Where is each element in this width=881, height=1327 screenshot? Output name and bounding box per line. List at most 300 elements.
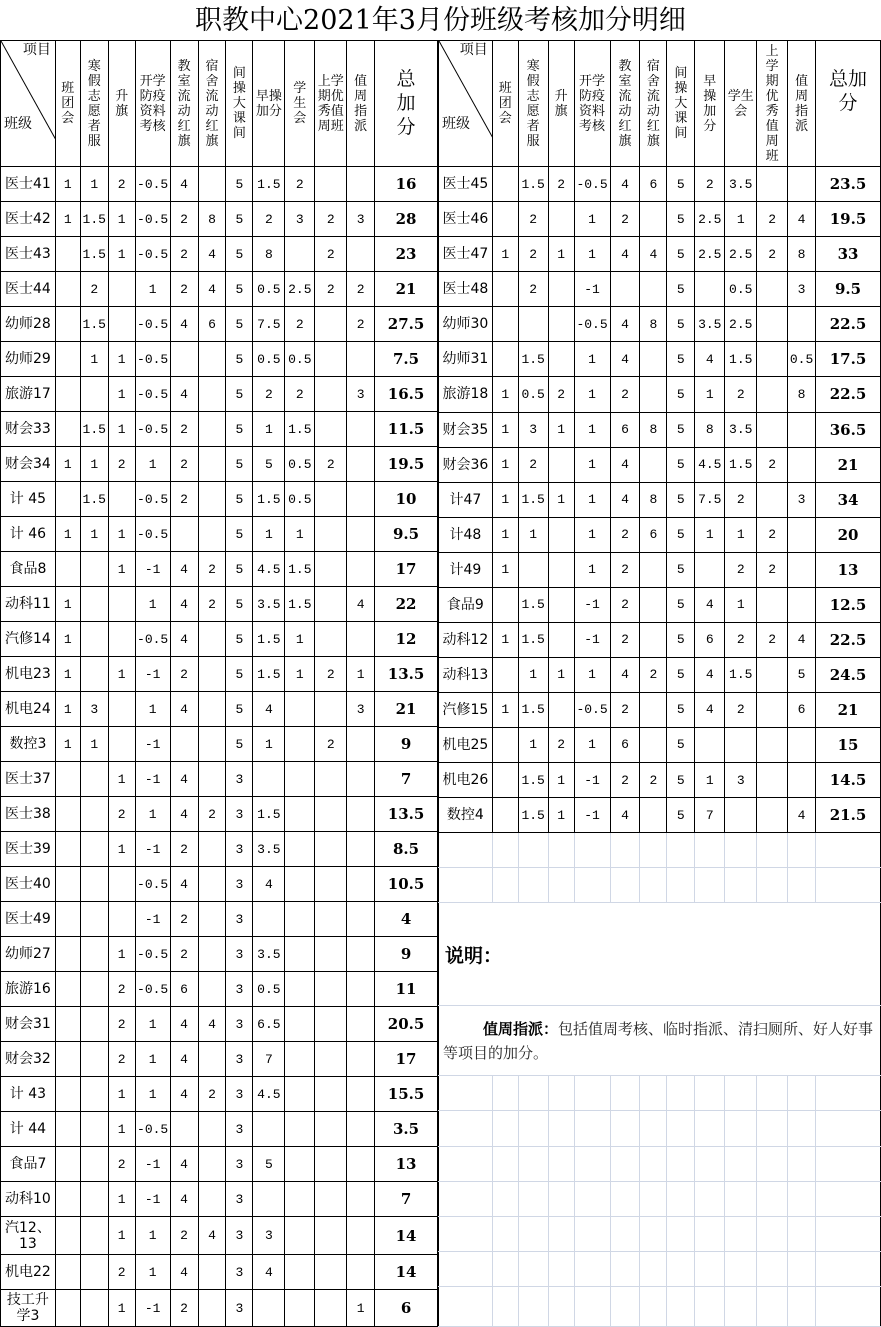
score-cell[interactable]: 4 (610, 167, 640, 202)
score-cell[interactable]: 1 (285, 622, 315, 657)
score-cell[interactable] (80, 377, 108, 412)
empty-cell[interactable] (574, 868, 610, 903)
class-name-cell[interactable]: 医士48 (439, 272, 493, 307)
score-cell[interactable] (198, 1255, 226, 1290)
class-name-cell[interactable]: 幼师29 (1, 342, 56, 377)
score-cell[interactable] (695, 552, 725, 587)
score-cell[interactable]: 8 (253, 237, 285, 272)
score-cell[interactable] (198, 657, 226, 692)
score-cell[interactable]: 5 (226, 377, 253, 412)
score-cell[interactable]: 1 (548, 798, 574, 833)
class-name-cell[interactable]: 财会34 (1, 447, 56, 482)
empty-cell[interactable] (757, 1111, 788, 1146)
class-name-cell[interactable]: 旅游17 (1, 377, 56, 412)
score-cell[interactable] (347, 342, 375, 377)
total-score-cell[interactable]: 9.5 (816, 272, 881, 307)
score-cell[interactable]: 1 (492, 482, 518, 517)
class-name-cell[interactable]: 技工升学3 (1, 1290, 56, 1327)
empty-cell[interactable] (757, 833, 788, 868)
empty-cell[interactable] (518, 1146, 548, 1181)
score-cell[interactable] (55, 762, 80, 797)
score-cell[interactable]: 4 (170, 622, 198, 657)
score-cell[interactable]: 5 (667, 552, 695, 587)
score-cell[interactable] (695, 272, 725, 307)
score-cell[interactable]: 2.5 (725, 307, 757, 342)
score-cell[interactable]: 5 (667, 798, 695, 833)
score-cell[interactable] (315, 867, 347, 902)
class-name-cell[interactable]: 医士37 (1, 762, 56, 797)
score-cell[interactable] (285, 902, 315, 937)
score-cell[interactable]: 4 (170, 762, 198, 797)
score-cell[interactable]: 1 (108, 342, 135, 377)
score-cell[interactable] (80, 1042, 108, 1077)
score-cell[interactable] (285, 1290, 315, 1327)
score-cell[interactable]: 3.5 (253, 937, 285, 972)
score-cell[interactable]: 4 (695, 342, 725, 377)
score-cell[interactable] (80, 1182, 108, 1217)
score-cell[interactable]: 1 (80, 342, 108, 377)
score-cell[interactable] (640, 272, 667, 307)
score-cell[interactable]: 3 (226, 1007, 253, 1042)
score-cell[interactable]: 5 (226, 307, 253, 342)
empty-cell[interactable] (492, 1286, 518, 1326)
empty-cell[interactable] (788, 1111, 816, 1146)
score-cell[interactable]: 3.5 (253, 832, 285, 867)
total-score-cell[interactable]: 21 (816, 447, 881, 482)
score-cell[interactable]: -0.5 (574, 692, 610, 727)
empty-cell[interactable] (725, 1286, 757, 1326)
empty-cell[interactable] (439, 833, 493, 868)
score-cell[interactable]: 5 (667, 517, 695, 552)
score-cell[interactable]: 3 (285, 202, 315, 237)
class-name-cell[interactable]: 数控3 (1, 727, 56, 762)
empty-cell[interactable] (574, 1181, 610, 1216)
total-score-cell[interactable]: 16.5 (375, 377, 438, 412)
score-cell[interactable] (757, 587, 788, 622)
total-score-cell[interactable]: 14 (375, 1255, 438, 1290)
score-cell[interactable] (492, 272, 518, 307)
score-cell[interactable] (640, 377, 667, 412)
score-cell[interactable] (347, 622, 375, 657)
empty-cell[interactable] (725, 1216, 757, 1251)
total-score-cell[interactable]: 21.5 (816, 798, 881, 833)
score-cell[interactable] (347, 727, 375, 762)
score-cell[interactable]: 4 (170, 867, 198, 902)
score-cell[interactable]: 1 (548, 482, 574, 517)
class-name-cell[interactable]: 旅游18 (439, 377, 493, 412)
score-cell[interactable]: -0.5 (135, 482, 170, 517)
score-cell[interactable]: 1 (695, 762, 725, 797)
empty-cell[interactable] (518, 1251, 548, 1286)
empty-cell[interactable] (816, 868, 881, 903)
score-cell[interactable]: 2 (170, 412, 198, 447)
score-cell[interactable]: 3 (226, 1147, 253, 1182)
score-cell[interactable]: 1 (548, 237, 574, 272)
score-cell[interactable]: 7 (695, 798, 725, 833)
total-score-cell[interactable]: 4 (375, 902, 438, 937)
score-cell[interactable] (55, 237, 80, 272)
empty-cell[interactable] (667, 1111, 695, 1146)
score-cell[interactable]: 4 (198, 272, 226, 307)
score-cell[interactable] (198, 762, 226, 797)
score-cell[interactable]: -0.5 (135, 972, 170, 1007)
score-cell[interactable] (55, 937, 80, 972)
score-cell[interactable]: 1 (347, 657, 375, 692)
score-cell[interactable]: 4 (198, 1007, 226, 1042)
empty-cell[interactable] (667, 1251, 695, 1286)
score-cell[interactable]: 2 (285, 307, 315, 342)
score-cell[interactable]: 1 (55, 657, 80, 692)
empty-cell[interactable] (816, 833, 881, 868)
empty-cell[interactable] (667, 1146, 695, 1181)
score-cell[interactable] (315, 1077, 347, 1112)
class-name-cell[interactable]: 机电22 (1, 1255, 56, 1290)
score-cell[interactable] (347, 937, 375, 972)
score-cell[interactable]: 2.5 (695, 202, 725, 237)
empty-cell[interactable] (492, 1216, 518, 1251)
score-cell[interactable]: 1 (695, 517, 725, 552)
score-cell[interactable] (253, 1112, 285, 1147)
score-cell[interactable]: 2 (548, 727, 574, 762)
class-name-cell[interactable]: 幼师28 (1, 307, 56, 342)
score-cell[interactable]: 2 (198, 1077, 226, 1112)
total-score-cell[interactable]: 13.5 (375, 797, 438, 832)
score-cell[interactable]: 1 (108, 1112, 135, 1147)
score-cell[interactable]: 2 (518, 447, 548, 482)
score-cell[interactable]: 2 (170, 1217, 198, 1255)
empty-cell[interactable] (816, 1146, 881, 1181)
empty-cell[interactable] (695, 1286, 725, 1326)
score-cell[interactable]: 2 (725, 622, 757, 657)
score-cell[interactable] (80, 867, 108, 902)
empty-cell[interactable] (757, 868, 788, 903)
empty-cell[interactable] (548, 868, 574, 903)
score-cell[interactable]: 4 (695, 587, 725, 622)
empty-cell[interactable] (518, 1286, 548, 1326)
score-cell[interactable]: 1 (725, 587, 757, 622)
score-cell[interactable] (640, 587, 667, 622)
score-cell[interactable]: -0.5 (135, 307, 170, 342)
total-score-cell[interactable]: 14.5 (816, 762, 881, 797)
total-score-cell[interactable]: 34 (816, 482, 881, 517)
class-name-cell[interactable]: 动科10 (1, 1182, 56, 1217)
score-cell[interactable] (198, 972, 226, 1007)
empty-cell[interactable] (574, 1286, 610, 1326)
score-cell[interactable]: 1 (285, 517, 315, 552)
score-cell[interactable] (55, 1042, 80, 1077)
class-name-cell[interactable]: 机电24 (1, 692, 56, 727)
score-cell[interactable] (198, 727, 226, 762)
total-score-cell[interactable]: 20 (816, 517, 881, 552)
score-cell[interactable]: 1 (108, 832, 135, 867)
score-cell[interactable] (347, 1042, 375, 1077)
score-cell[interactable]: 4 (788, 622, 816, 657)
empty-cell[interactable] (518, 1181, 548, 1216)
score-cell[interactable]: 2 (198, 552, 226, 587)
score-cell[interactable] (80, 1007, 108, 1042)
score-cell[interactable]: 8 (640, 412, 667, 447)
score-cell[interactable] (548, 342, 574, 377)
score-cell[interactable]: -1 (135, 1182, 170, 1217)
score-cell[interactable]: 2 (347, 272, 375, 307)
score-cell[interactable] (492, 202, 518, 237)
empty-cell[interactable] (816, 1251, 881, 1286)
total-score-cell[interactable]: 13 (375, 1147, 438, 1182)
score-cell[interactable]: 0.5 (285, 482, 315, 517)
score-cell[interactable]: 2 (725, 552, 757, 587)
score-cell[interactable]: -1 (135, 1290, 170, 1327)
total-score-cell[interactable]: 14 (375, 1217, 438, 1255)
score-cell[interactable]: 2 (108, 972, 135, 1007)
score-cell[interactable] (347, 1182, 375, 1217)
empty-cell[interactable] (725, 833, 757, 868)
empty-cell[interactable] (610, 1216, 640, 1251)
empty-cell[interactable] (816, 1216, 881, 1251)
score-cell[interactable]: 2 (170, 447, 198, 482)
class-name-cell[interactable]: 财会33 (1, 412, 56, 447)
score-cell[interactable]: 8 (640, 482, 667, 517)
score-cell[interactable]: 2 (108, 1147, 135, 1182)
score-cell[interactable]: 4 (610, 482, 640, 517)
empty-cell[interactable] (640, 833, 667, 868)
score-cell[interactable]: 4 (610, 657, 640, 692)
score-cell[interactable]: 2 (548, 377, 574, 412)
empty-cell[interactable] (439, 1286, 493, 1326)
total-score-cell[interactable]: 9 (375, 937, 438, 972)
empty-cell[interactable] (695, 868, 725, 903)
score-cell[interactable]: 5 (226, 167, 253, 202)
score-cell[interactable]: -1 (135, 552, 170, 587)
score-cell[interactable] (285, 937, 315, 972)
score-cell[interactable] (55, 412, 80, 447)
score-cell[interactable]: 1 (108, 517, 135, 552)
score-cell[interactable]: 5 (226, 272, 253, 307)
score-cell[interactable]: 5 (253, 447, 285, 482)
score-cell[interactable] (315, 797, 347, 832)
empty-cell[interactable] (788, 1216, 816, 1251)
score-cell[interactable]: 7.5 (253, 307, 285, 342)
score-cell[interactable]: 2 (108, 1255, 135, 1290)
class-name-cell[interactable]: 医士46 (439, 202, 493, 237)
empty-cell[interactable] (788, 1181, 816, 1216)
score-cell[interactable]: -1 (135, 1147, 170, 1182)
score-cell[interactable] (315, 692, 347, 727)
class-name-cell[interactable]: 医士49 (1, 902, 56, 937)
score-cell[interactable] (108, 307, 135, 342)
score-cell[interactable]: 8 (695, 412, 725, 447)
empty-cell[interactable] (757, 1181, 788, 1216)
score-cell[interactable]: 1 (574, 342, 610, 377)
score-cell[interactable]: 1 (548, 762, 574, 797)
empty-cell[interactable] (788, 833, 816, 868)
total-score-cell[interactable]: 19.5 (375, 447, 438, 482)
score-cell[interactable]: 3 (226, 902, 253, 937)
score-cell[interactable] (548, 587, 574, 622)
empty-cell[interactable] (518, 868, 548, 903)
empty-cell[interactable] (725, 1111, 757, 1146)
score-cell[interactable]: 3 (788, 482, 816, 517)
empty-cell[interactable] (492, 1111, 518, 1146)
score-cell[interactable]: 1 (55, 447, 80, 482)
score-cell[interactable] (315, 1182, 347, 1217)
score-cell[interactable] (80, 902, 108, 937)
score-cell[interactable]: 1.5 (80, 482, 108, 517)
score-cell[interactable]: 2 (610, 622, 640, 657)
score-cell[interactable]: 4 (253, 867, 285, 902)
total-score-cell[interactable]: 22.5 (816, 377, 881, 412)
empty-cell[interactable] (439, 1181, 493, 1216)
empty-cell[interactable] (695, 833, 725, 868)
score-cell[interactable] (198, 482, 226, 517)
score-cell[interactable]: 1 (574, 377, 610, 412)
score-cell[interactable]: 1.5 (285, 412, 315, 447)
score-cell[interactable]: 5 (667, 482, 695, 517)
score-cell[interactable]: 1 (492, 412, 518, 447)
score-cell[interactable] (198, 167, 226, 202)
score-cell[interactable]: 2 (253, 377, 285, 412)
score-cell[interactable]: 3 (226, 1217, 253, 1255)
score-cell[interactable] (108, 902, 135, 937)
score-cell[interactable] (492, 307, 518, 342)
score-cell[interactable] (80, 797, 108, 832)
score-cell[interactable]: 5 (667, 167, 695, 202)
score-cell[interactable] (315, 762, 347, 797)
empty-cell[interactable] (548, 1146, 574, 1181)
total-score-cell[interactable]: 10.5 (375, 867, 438, 902)
score-cell[interactable] (347, 517, 375, 552)
score-cell[interactable]: 3 (80, 692, 108, 727)
score-cell[interactable] (315, 622, 347, 657)
score-cell[interactable] (198, 622, 226, 657)
score-cell[interactable] (55, 1147, 80, 1182)
score-cell[interactable] (548, 692, 574, 727)
score-cell[interactable] (315, 167, 347, 202)
class-name-cell[interactable]: 医士45 (439, 167, 493, 202)
score-cell[interactable]: 2 (80, 272, 108, 307)
score-cell[interactable] (315, 412, 347, 447)
class-name-cell[interactable]: 机电25 (439, 727, 493, 762)
score-cell[interactable]: 2 (170, 902, 198, 937)
score-cell[interactable]: 1.5 (253, 797, 285, 832)
score-cell[interactable]: 1 (108, 657, 135, 692)
score-cell[interactable]: 1 (135, 587, 170, 622)
score-cell[interactable]: 5 (226, 727, 253, 762)
score-cell[interactable]: 5 (667, 692, 695, 727)
score-cell[interactable]: 5 (667, 272, 695, 307)
score-cell[interactable]: 5 (226, 587, 253, 622)
score-cell[interactable]: 5 (667, 202, 695, 237)
score-cell[interactable]: 1.5 (518, 622, 548, 657)
score-cell[interactable] (285, 727, 315, 762)
score-cell[interactable]: 8 (788, 377, 816, 412)
class-name-cell[interactable]: 计49 (439, 552, 493, 587)
score-cell[interactable] (198, 447, 226, 482)
score-cell[interactable] (548, 622, 574, 657)
score-cell[interactable]: -0.5 (135, 937, 170, 972)
total-score-cell[interactable]: 13 (816, 552, 881, 587)
score-cell[interactable]: 3 (788, 272, 816, 307)
empty-cell[interactable] (610, 1251, 640, 1286)
total-score-cell[interactable]: 3.5 (375, 1112, 438, 1147)
score-cell[interactable] (80, 1217, 108, 1255)
score-cell[interactable] (518, 307, 548, 342)
score-cell[interactable] (492, 342, 518, 377)
score-cell[interactable] (640, 798, 667, 833)
score-cell[interactable] (347, 482, 375, 517)
score-cell[interactable] (198, 517, 226, 552)
empty-cell[interactable] (439, 1146, 493, 1181)
score-cell[interactable]: 3 (226, 1112, 253, 1147)
score-cell[interactable] (347, 867, 375, 902)
score-cell[interactable]: 5 (667, 342, 695, 377)
score-cell[interactable]: 3 (226, 1042, 253, 1077)
score-cell[interactable]: 1 (574, 237, 610, 272)
score-cell[interactable]: 7 (253, 1042, 285, 1077)
score-cell[interactable]: 5 (226, 692, 253, 727)
score-cell[interactable] (315, 342, 347, 377)
score-cell[interactable]: 1.5 (518, 587, 548, 622)
score-cell[interactable] (347, 1255, 375, 1290)
score-cell[interactable]: 1 (55, 622, 80, 657)
score-cell[interactable] (315, 832, 347, 867)
score-cell[interactable] (347, 237, 375, 272)
score-cell[interactable]: 6 (788, 692, 816, 727)
total-score-cell[interactable]: 15 (816, 727, 881, 762)
score-cell[interactable]: 8 (198, 202, 226, 237)
score-cell[interactable] (788, 307, 816, 342)
score-cell[interactable]: 4.5 (253, 1077, 285, 1112)
score-cell[interactable] (55, 1112, 80, 1147)
score-cell[interactable] (55, 902, 80, 937)
empty-cell[interactable] (695, 1111, 725, 1146)
score-cell[interactable] (695, 727, 725, 762)
score-cell[interactable] (80, 832, 108, 867)
score-cell[interactable]: 2 (170, 482, 198, 517)
score-cell[interactable]: 4.5 (695, 447, 725, 482)
score-cell[interactable] (347, 1007, 375, 1042)
empty-cell[interactable] (574, 1216, 610, 1251)
score-cell[interactable]: 1.5 (725, 447, 757, 482)
score-cell[interactable]: 2 (640, 657, 667, 692)
empty-cell[interactable] (574, 1251, 610, 1286)
score-cell[interactable]: 4.5 (253, 552, 285, 587)
score-cell[interactable]: 1 (108, 552, 135, 587)
score-cell[interactable]: 4 (788, 798, 816, 833)
score-cell[interactable]: 1 (548, 412, 574, 447)
score-cell[interactable] (347, 902, 375, 937)
score-cell[interactable]: 1 (135, 272, 170, 307)
empty-cell[interactable] (548, 1111, 574, 1146)
score-cell[interactable] (285, 1007, 315, 1042)
score-cell[interactable]: 6 (610, 412, 640, 447)
score-cell[interactable]: 1 (253, 412, 285, 447)
score-cell[interactable]: 3.5 (253, 587, 285, 622)
empty-cell[interactable] (667, 1076, 695, 1111)
score-cell[interactable]: 5 (226, 622, 253, 657)
empty-cell[interactable] (574, 1111, 610, 1146)
score-cell[interactable]: 1 (347, 1290, 375, 1327)
score-cell[interactable]: -1 (574, 798, 610, 833)
score-cell[interactable]: 1 (108, 1182, 135, 1217)
empty-cell[interactable] (610, 833, 640, 868)
score-cell[interactable]: 3 (226, 762, 253, 797)
score-cell[interactable] (757, 762, 788, 797)
score-cell[interactable]: 2 (253, 202, 285, 237)
score-cell[interactable] (198, 692, 226, 727)
score-cell[interactable]: 1 (108, 1077, 135, 1112)
score-cell[interactable] (315, 552, 347, 587)
empty-cell[interactable] (757, 1216, 788, 1251)
